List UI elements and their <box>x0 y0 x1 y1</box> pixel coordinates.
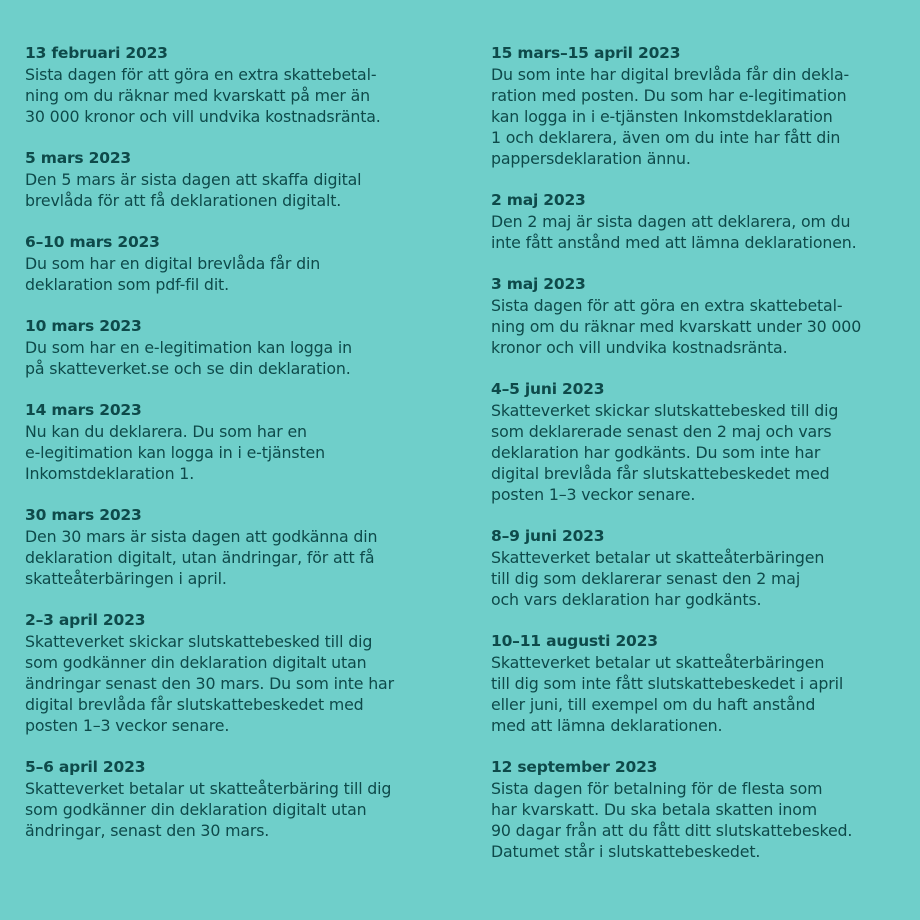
entry-line: posten 1–3 veckor senare. <box>25 716 230 735</box>
entry-line: Nu kan du deklarera. Du som har en <box>25 422 307 441</box>
entry-line: Den 5 mars är sista dagen att skaffa digital <box>25 170 362 189</box>
entry-line: Skatteverket betalar ut skatteåterbäring till dig <box>25 779 392 798</box>
entry-line: till dig som deklarerar senast den 2 maj <box>491 569 801 588</box>
entry-date: 3 maj 2023 <box>491 275 586 293</box>
entry-date: 2–3 april 2023 <box>25 611 146 629</box>
entry-line: brevlåda för att få deklarationen digitalt. <box>25 191 342 210</box>
entry-line: Datumet står i slutskattebeskedet. <box>491 842 761 861</box>
entry-line: eller juni, till exempel om du haft anstånd <box>491 695 816 714</box>
entry-line: 90 dagar från att du fått ditt slutskattebesked. <box>491 821 853 840</box>
entry <box>491 190 901 253</box>
entry-line: på skatteverket.se och se din deklaration. <box>25 359 351 378</box>
entry-date: 8–9 juni 2023 <box>491 527 605 545</box>
entry-line: har kvarskatt. Du ska betala skatten inom <box>491 800 818 819</box>
entry-date: 5 mars 2023 <box>25 149 131 167</box>
entry <box>491 757 901 862</box>
entry-date: 15 mars–15 april 2023 <box>491 44 681 62</box>
entry-line: deklaration digitalt, utan ändringar, för att få <box>25 548 375 567</box>
entry-line: ändringar senast den 30 mars. Du som inte har <box>25 674 394 693</box>
entry-line: som deklarerade senast den 2 maj och vars <box>491 422 832 441</box>
entry-line: med att lämna deklarationen. <box>491 716 723 735</box>
left-column <box>25 43 445 862</box>
entry-line: Sista dagen för att göra en extra skattebetal- <box>491 296 843 315</box>
entry-date: 14 mars 2023 <box>25 401 142 419</box>
entry <box>25 505 445 589</box>
entry-line: 30 000 kronor och vill undvika kostnadsränta. <box>25 107 381 126</box>
entry-date: 12 september 2023 <box>491 758 658 776</box>
entry-line: ration med posten. Du som har e-legitimation <box>491 86 847 105</box>
entry-line: skatteåterbäringen i april. <box>25 569 227 588</box>
entry-line: Skatteverket betalar ut skatteåterbäringen <box>491 653 825 672</box>
entry-line: Sista dagen för att göra en extra skattebetal- <box>25 65 377 84</box>
entry-line: till dig som inte fått slutskattebeskedet i april <box>491 674 844 693</box>
entry-date: 5–6 april 2023 <box>25 758 146 776</box>
entry-line: digital brevlåda får slutskattebeskedet med <box>491 464 830 483</box>
entry <box>25 400 445 484</box>
entry-line: deklaration har godkänts. Du som inte har <box>491 443 821 462</box>
entry <box>491 379 901 505</box>
entry-date: 2 maj 2023 <box>491 191 586 209</box>
entry-line: och vars deklaration har godkänts. <box>491 590 762 609</box>
entry-line: Skatteverket skickar slutskattebesked till dig <box>491 401 839 420</box>
entry-line: kronor och vill undvika kostnadsränta. <box>491 338 788 357</box>
entry <box>25 232 445 295</box>
entry-line: ning om du räknar med kvarskatt på mer än <box>25 86 371 105</box>
entry <box>491 526 901 610</box>
entry <box>25 43 445 127</box>
entry-line: Den 30 mars är sista dagen att godkänna din <box>25 527 378 546</box>
entry-line: ning om du räknar med kvarskatt under 30 000 <box>491 317 862 336</box>
entry-date: 13 februari 2023 <box>25 44 168 62</box>
entry-line: deklaration som pdf-fil dit. <box>25 275 229 294</box>
entry-line: e-legitimation kan logga in i e-tjänsten <box>25 443 325 462</box>
entry-line: som godkänner din deklaration digitalt utan <box>25 800 367 819</box>
entry-line: Den 2 maj är sista dagen att deklarera, om du <box>491 212 851 231</box>
entry-line: Du som har en digital brevlåda får din <box>25 254 321 273</box>
entry-date: 10–11 augusti 2023 <box>491 632 658 650</box>
entry-line: posten 1–3 veckor senare. <box>491 485 696 504</box>
entry-line: Du som inte har digital brevlåda får din dekla- <box>491 65 850 84</box>
entry-line: som godkänner din deklaration digitalt utan <box>25 653 367 672</box>
entry-line: inte fått anstånd med att lämna deklarationen. <box>491 233 857 252</box>
entry <box>25 757 445 841</box>
entry-line: kan logga in i e-tjänsten Inkomstdeklaration <box>491 107 833 126</box>
entry <box>491 274 901 358</box>
entry-date: 10 mars 2023 <box>25 317 142 335</box>
entry-line: Skatteverket skickar slutskattebesked till dig <box>25 632 373 651</box>
entry-date: 4–5 juni 2023 <box>491 380 605 398</box>
entry-line: Inkomstdeklaration 1. <box>25 464 195 483</box>
entry-line: Du som har en e-legitimation kan logga in <box>25 338 352 357</box>
entry-line: pappersdeklaration ännu. <box>491 149 691 168</box>
entry-date: 30 mars 2023 <box>25 506 142 524</box>
entry-line: Skatteverket betalar ut skatteåterbäringen <box>491 548 825 567</box>
entry-line: ändringar, senast den 30 mars. <box>25 821 270 840</box>
entry <box>25 316 445 379</box>
entry <box>491 43 901 169</box>
entry-date: 6–10 mars 2023 <box>25 233 160 251</box>
entry-line: digital brevlåda får slutskattebeskedet med <box>25 695 364 714</box>
entry-line: 1 och deklarera, även om du inte har fått din <box>491 128 841 147</box>
right-column <box>491 43 901 883</box>
entry-line: Sista dagen för betalning för de flesta som <box>491 779 823 798</box>
entry <box>25 148 445 211</box>
entry <box>25 610 445 736</box>
entry <box>491 631 901 736</box>
